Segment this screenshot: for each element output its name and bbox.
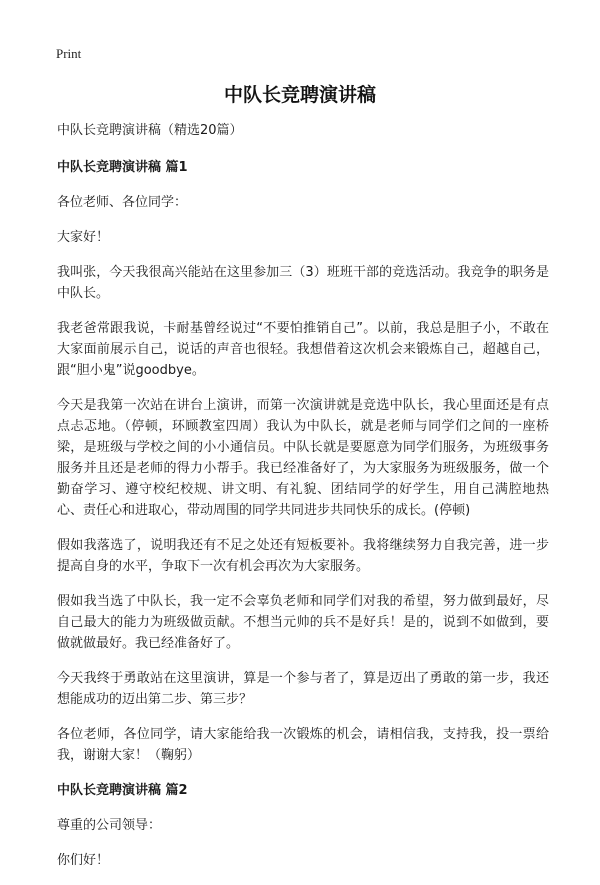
document-body	[57, 120, 549, 885]
page-title: 中队长竞聘演讲稿	[223, 84, 376, 106]
print-link[interactable]: Print	[56, 46, 82, 61]
paragraph: 假如我落选了，说明我还有不足之处还有短板要补。我将继续努力自我完善，进一步提高自身的水平，争取下一次有机会再次为大家服务。	[57, 538, 549, 574]
paragraph: 尊重的公司领导：	[57, 818, 162, 833]
paragraph: 今天我终于勇敢站在这里演讲，算是一个参与者了，算是迈出了勇敢的第一步，我还想能成功的迈出第二步、第三步？	[57, 671, 549, 707]
paragraph: 大家好！	[57, 230, 110, 245]
paragraph: 假如我当选了中队长，我一定不会辜负老师和同学们对我的希望，努力做到最好，尽自己最大的能力为班级做贡献。不想当元帅的兵不是好兵！是的，说到不如做到，要做就做最好。我已经准备好了。	[57, 594, 549, 651]
article-heading-1: 中队长竞聘演讲稿 篇1	[57, 160, 188, 175]
paragraph: 你们好！	[57, 853, 110, 868]
paragraph: 各位老师，各位同学，请大家能给我一次锻炼的机会，请相信我，支持我，投一票给我，谢谢大家！（鞠躬）	[57, 727, 549, 763]
paragraph: 今天是我第一次站在讲台上演讲，而第一次演讲就是竞选中队长，我心里面还是有点点忐忑地。（停顿，环顾教室四周）我认为中队长，就是老师与同学们之间的一座桥梁，是班级与学校之间的小小通信员。中队长就是要愿意为同学们服务，为班级事务服务并且还是老师的得力小帮手。我已经准备好了，为大家服务为班级服务，做一个勤奋学习、遵守校纪校规、讲文明、有礼貌、团结同学的好学生，用自己满腔地热心、责任心和进取心，带动周围的同学共同进步共同快乐的成长。(停顿)	[57, 398, 549, 518]
article-heading-2: 中队长竞聘演讲稿 篇2	[57, 783, 188, 798]
paragraph: 各位老师、各位同学：	[57, 195, 188, 210]
paragraph: 我叫张，今天我很高兴能站在这里参加三（3）班班干部的竞选活动。我竞争的职务是中队长。	[57, 265, 549, 301]
paragraph: 我老爸常跟我说，卡耐基曾经说过“不要怕推销自己”。以前，我总是胆子小，不敢在大家面前展示自己，说话的声音也很轻。我想借着这次机会来锻炼自己，超越自己，跟“胆小鬼”说goodbye。	[57, 321, 549, 378]
document-subtitle: 中队长竞聘演讲稿（精选20篇）	[57, 123, 243, 138]
